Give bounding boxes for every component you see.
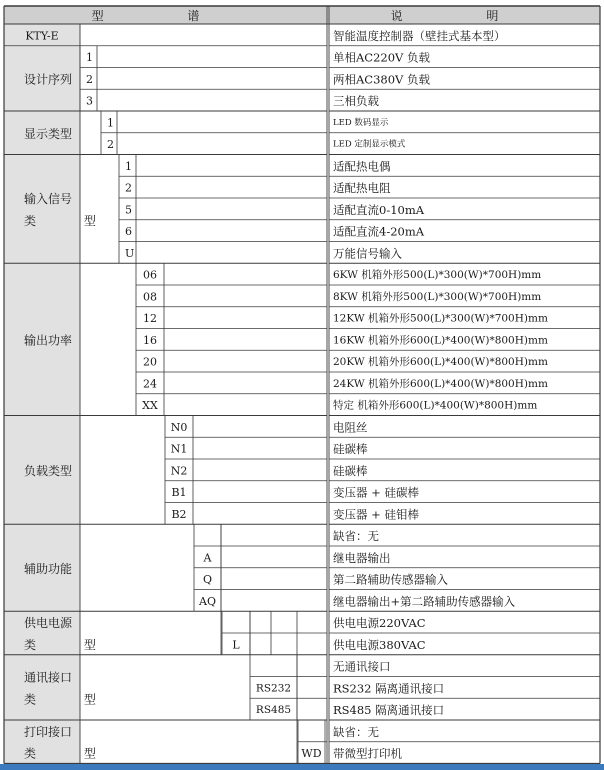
section-label: 供电电源 xyxy=(24,616,73,631)
option-code: 16 xyxy=(143,333,157,347)
section-label: 输出功率 xyxy=(24,333,73,348)
option-code: Q xyxy=(202,573,213,587)
option-code: B2 xyxy=(171,507,187,521)
option-description: LED 数码显示 xyxy=(333,117,389,128)
section-label-sub: 类 型 xyxy=(24,746,118,761)
option-description: 万能信号输入 xyxy=(333,246,402,261)
option-code: RS485 xyxy=(255,704,292,717)
model-description: 智能温度控制器（壁挂式基本型） xyxy=(333,28,506,43)
option-code: AQ xyxy=(199,594,216,608)
option-description: 供电电源220VAC xyxy=(333,616,426,631)
option-description: 特定 机箱外形600(L)*400(W)*800H)mm xyxy=(333,399,538,412)
option-code: 2 xyxy=(107,138,114,152)
option-code: 1 xyxy=(125,159,132,173)
option-code: 06 xyxy=(143,268,157,282)
option-code: N1 xyxy=(170,442,188,456)
option-description: 带微型打印机 xyxy=(333,746,402,761)
option-code: 1 xyxy=(86,51,93,65)
option-description: 继电器输出 xyxy=(333,550,391,565)
option-description: 变压器 + 硅碳棒 xyxy=(333,485,419,500)
option-description: 12KW 机箱外形500(L)*300(W)*700H)mm xyxy=(333,312,548,325)
option-description: 6KW 机箱外形500(L)*300(W)*700H)mm xyxy=(333,269,542,282)
section-label-sub: 类 型 xyxy=(24,213,118,228)
option-description: RS485 隔离通讯接口 xyxy=(333,703,445,718)
option-description: 硅碳棒 xyxy=(333,442,368,457)
section-label: 设计序列 xyxy=(24,72,73,87)
option-code: L xyxy=(232,638,240,652)
option-code: 20 xyxy=(143,355,157,369)
section-label: 辅助功能 xyxy=(24,561,73,576)
section-label: 通讯接口 xyxy=(24,670,73,685)
option-description: 两相AC380V 负载 xyxy=(333,72,431,87)
option-description: 单相AC220V 负载 xyxy=(333,50,431,65)
option-description: 8KW 机箱外形500(L)*300(W)*700H)mm xyxy=(333,290,542,303)
section-label: 打印接口 xyxy=(24,724,73,739)
option-description: LED 定制显示模式 xyxy=(333,139,406,150)
option-code: 08 xyxy=(143,290,157,304)
option-description: 供电电源380VAC xyxy=(333,637,426,652)
section-label-cell xyxy=(4,655,80,720)
option-code: XX xyxy=(142,399,158,413)
option-description: 适配直流0-10mA xyxy=(333,202,425,217)
option-code: 24 xyxy=(143,377,157,391)
model-code: KTY-E xyxy=(25,29,59,43)
option-description: 16KW 机箱外形600(L)*400(W)*800H)mm xyxy=(333,334,548,347)
option-code: 5 xyxy=(125,203,132,217)
option-code: 6 xyxy=(125,225,132,239)
option-code: B1 xyxy=(171,486,187,500)
section-label-sub: 类 型 xyxy=(24,637,118,652)
option-description: RS232 隔离通讯接口 xyxy=(333,681,445,696)
option-description: 硅碳棒 xyxy=(333,463,368,478)
option-description: 适配热电阻 xyxy=(333,181,391,196)
option-code: N0 xyxy=(170,420,188,434)
option-description: 适配直流4-20mA xyxy=(333,224,425,239)
section-label: 显示类型 xyxy=(24,126,73,141)
option-description: 继电器输出+第二路辅助传感器输入 xyxy=(333,594,516,609)
option-code: 2 xyxy=(86,72,93,86)
option-code: U xyxy=(125,246,135,260)
option-code: WD xyxy=(301,747,322,761)
option-description: 第二路辅助传感器输入 xyxy=(333,572,448,587)
option-code: RS232 xyxy=(255,682,292,695)
option-code: 2 xyxy=(125,181,132,195)
option-code: A xyxy=(203,551,212,565)
option-description: 适配热电偶 xyxy=(333,159,391,174)
section-label-sub: 类 型 xyxy=(24,692,118,707)
section-label: 负载类型 xyxy=(24,463,73,478)
option-description: 无通讯接口 xyxy=(333,659,391,674)
option-description: 变压器 + 硅钼棒 xyxy=(333,507,419,522)
header-left-title: 型 谱 xyxy=(91,9,240,23)
option-code: 12 xyxy=(143,312,157,326)
option-description: 24KW 机箱外形600(L)*400(W)*800H)mm xyxy=(333,377,548,390)
option-description: 20KW 机箱外形600(L)*400(W)*800H)mm xyxy=(333,356,548,369)
option-description: 电阻丝 xyxy=(333,420,368,435)
option-description: 缺省：无 xyxy=(333,724,379,739)
section-label: 输入信号 xyxy=(24,192,73,206)
option-code: N2 xyxy=(170,464,188,478)
bottom-band xyxy=(0,764,604,770)
header-right-title: 说 明 xyxy=(390,9,539,23)
option-code: 1 xyxy=(107,116,114,130)
section-label-cell xyxy=(4,155,80,264)
option-description: 三相负载 xyxy=(333,94,379,109)
option-description: 缺省：无 xyxy=(333,529,379,544)
option-code: 3 xyxy=(86,94,93,108)
